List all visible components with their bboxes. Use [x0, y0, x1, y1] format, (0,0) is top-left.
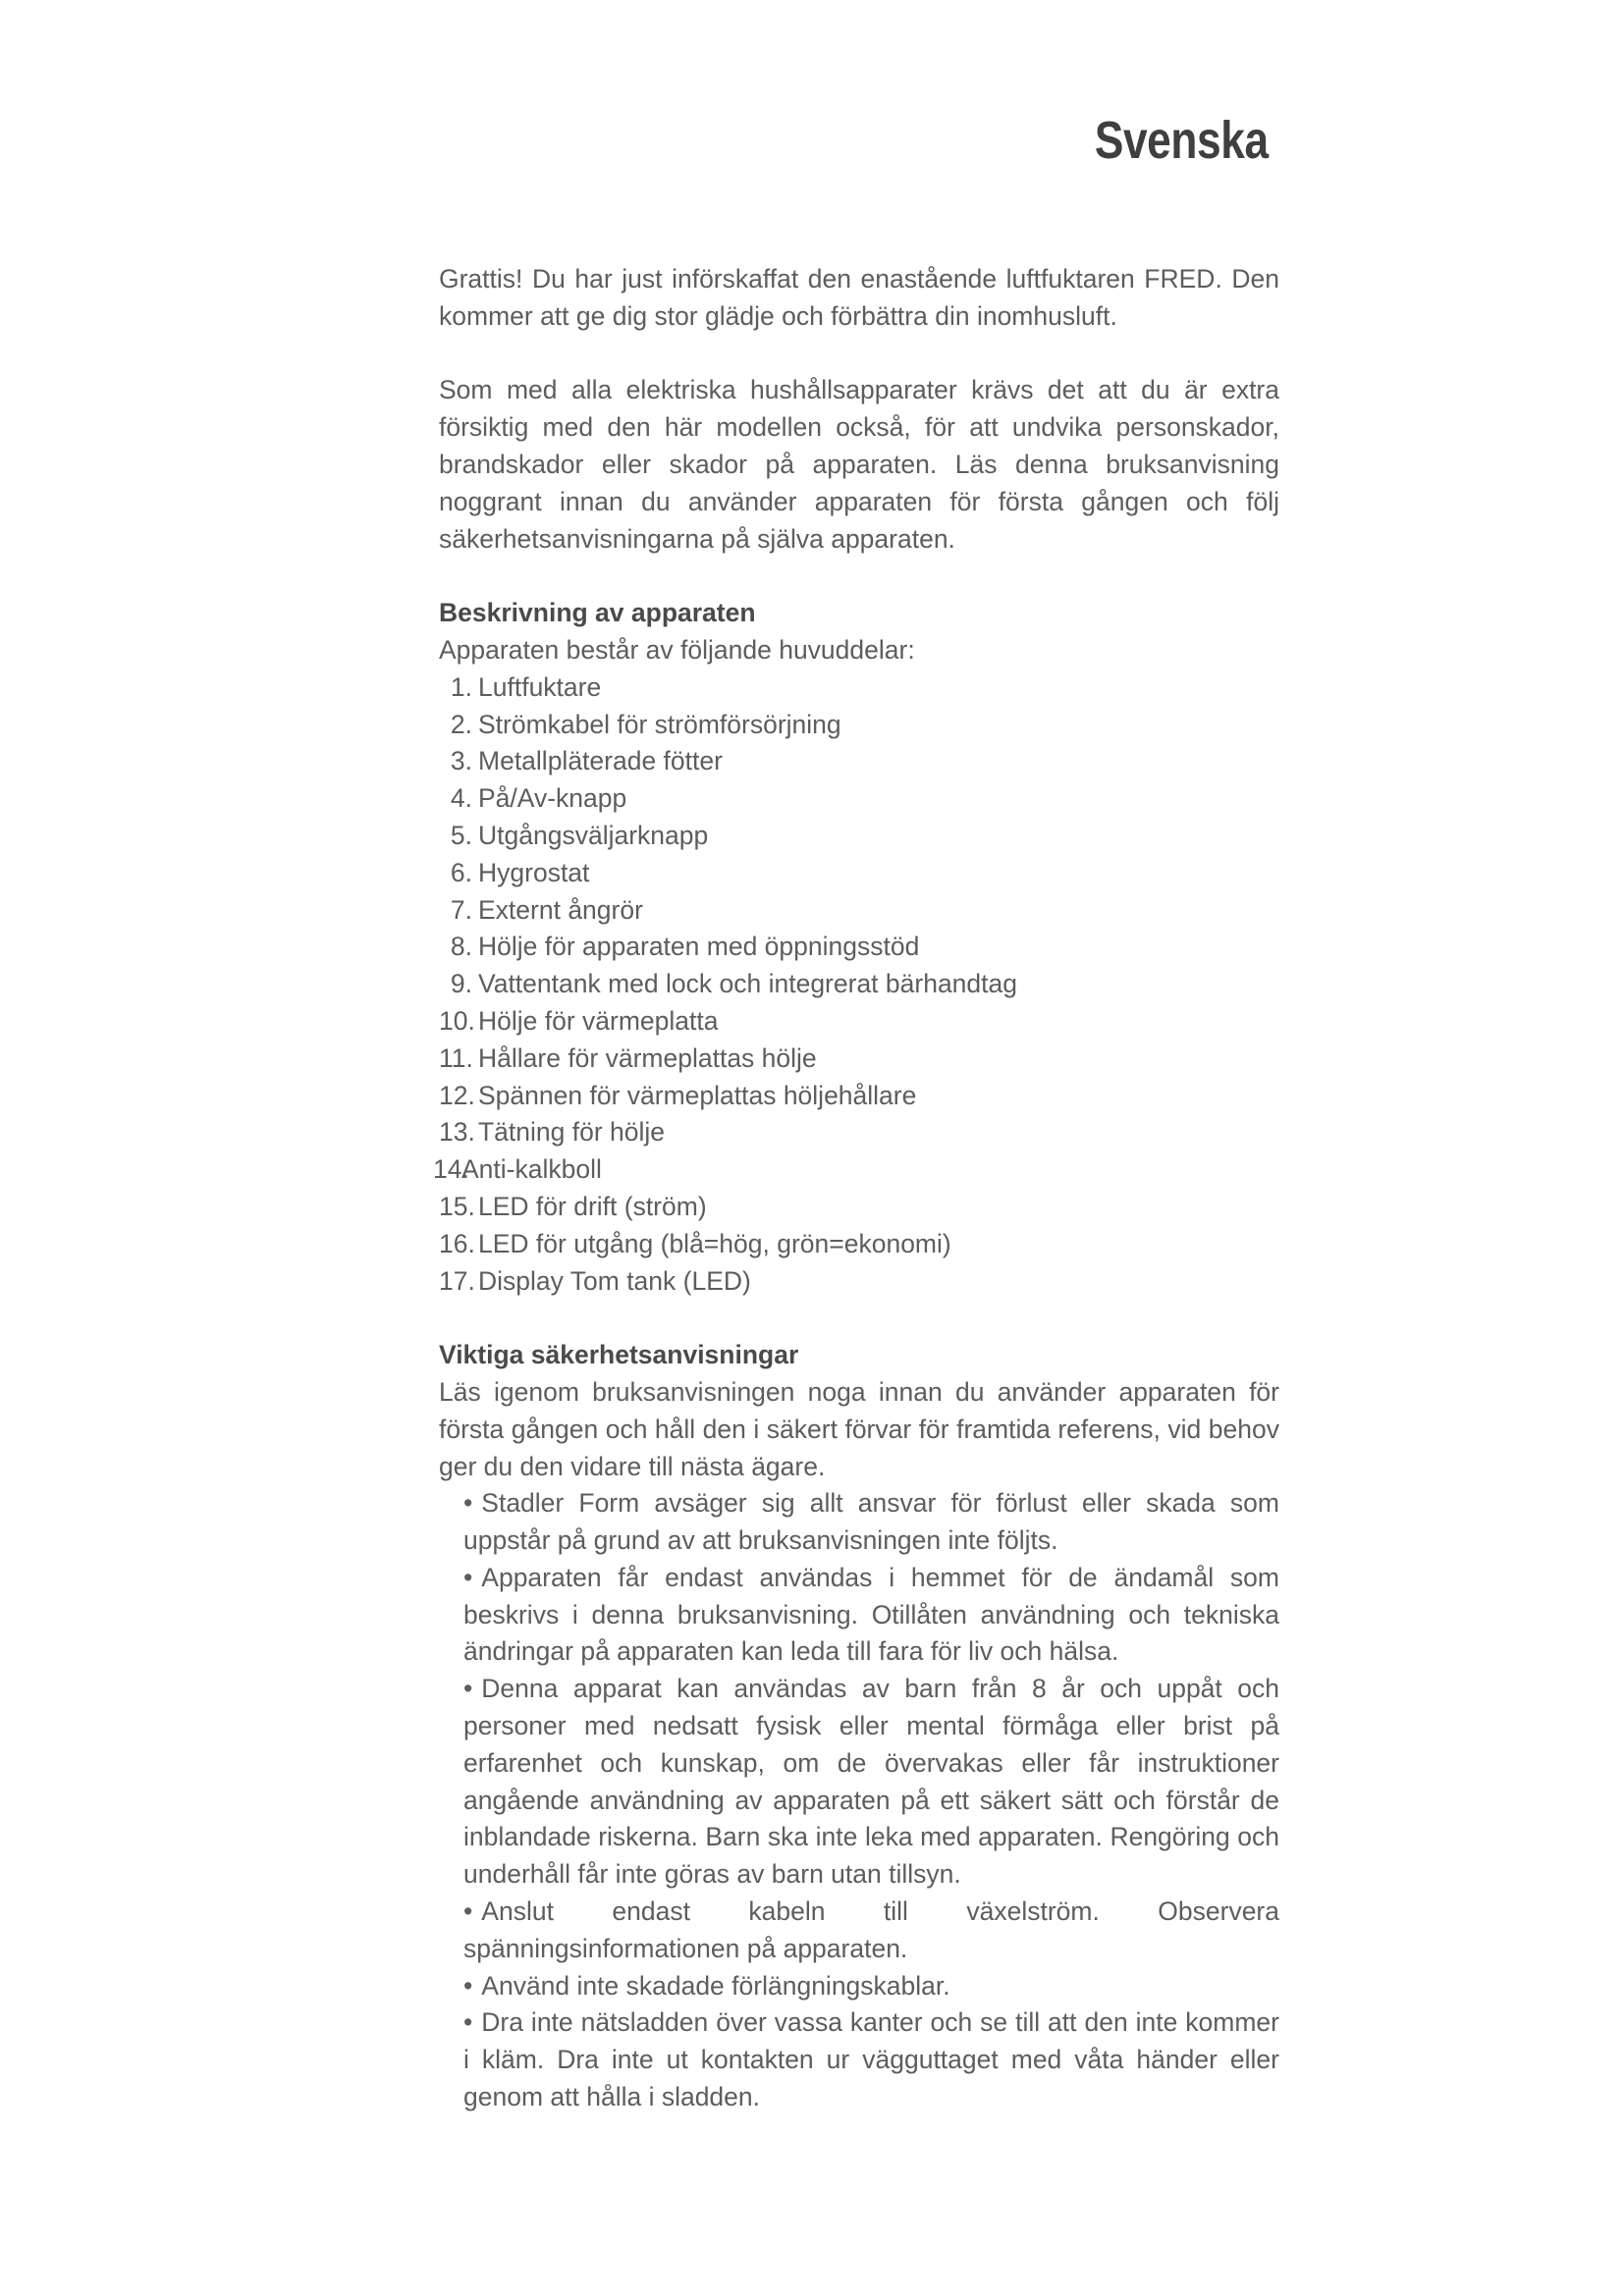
- list-item: [439, 1078, 1279, 1115]
- list-item-number: 16.: [439, 1228, 475, 1258]
- list-item-number: 8.: [450, 932, 472, 962]
- spacer: [439, 336, 1279, 373]
- list-item-number: 11.: [439, 1042, 473, 1073]
- list-item-number: 5.: [450, 820, 472, 850]
- list-item: [463, 1560, 1279, 1671]
- bullet-icon: •: [463, 1562, 473, 1592]
- description-lead: Apparaten består av följande huvuddelar:: [439, 634, 915, 665]
- list-item: [433, 1151, 1279, 1189]
- list-item-number: 3.: [450, 746, 472, 776]
- list-item: [439, 707, 1279, 744]
- document-body: [433, 261, 1279, 2116]
- list-item: [439, 855, 1279, 892]
- list-item-label: Externt ångrör: [478, 894, 643, 925]
- list-item-label: Hölje för apparaten med öppningsstöd: [478, 932, 920, 962]
- list-item: [439, 1263, 1279, 1301]
- list-item-label: Hållare för värmeplattas hölje: [478, 1042, 817, 1073]
- list-item-number: 17.: [439, 1265, 475, 1296]
- list-item-number: 14.: [433, 1154, 469, 1185]
- spacer: [439, 1300, 1279, 1337]
- list-item: [439, 1114, 1279, 1151]
- list-item: [439, 929, 1279, 966]
- list-item-label: LED för utgång (blå=hög, grön=ekonomi): [478, 1228, 951, 1258]
- list-item-number: 15.: [439, 1191, 475, 1221]
- list-item-number: 6.: [450, 857, 472, 887]
- intro-paragraph: Grattis! Du har just införskaffat den enastående luftfuktaren FRED. Den kommer att ge dig stor glädje och förbättra din inomhusluft.: [439, 264, 1279, 331]
- list-item: [439, 1041, 1279, 1078]
- bullet-text: Anslut endast kabeln till växelström. Observera spänningsinformationen på apparaten.: [463, 1896, 1279, 1963]
- bullet-icon: •: [463, 1896, 473, 1927]
- list-item-label: LED för drift (ström): [478, 1191, 707, 1221]
- bullet-icon: •: [463, 2007, 473, 2038]
- bullet-icon: •: [463, 1488, 473, 1519]
- list-item-label: Strömkabel för strömförsörjning: [478, 709, 841, 739]
- list-item: [463, 1671, 1279, 1894]
- list-item-label: Tätning för hölje: [478, 1117, 666, 1148]
- list-item-number: 9.: [450, 969, 472, 999]
- list-item: [463, 1485, 1279, 1560]
- list-item: [463, 1894, 1279, 1968]
- spacer: [439, 558, 1279, 595]
- bullet-text: Använd inte skadade förlängningskablar.: [481, 1970, 950, 2001]
- list-item: [439, 1189, 1279, 1226]
- section-heading-description: Beskrivning av apparaten: [439, 598, 756, 628]
- list-item-label: Anti-kalkboll: [461, 1154, 602, 1185]
- list-item-label: Metallpläterade fötter: [478, 746, 723, 776]
- page-title: Svenska: [1095, 111, 1269, 170]
- list-item: [439, 1226, 1279, 1263]
- bullet-text: Denna apparat kan användas av barn från 8 år och uppåt och personer med nedsatt fysisk eller mental förmåga eller brist på erfarenhet och kunskap, om de övervakas eller får instruktioner angående användning av apparaten på ett säkert sätt och förstår de inblandade riskerna. Barn ska inte leka med apparaten. Rengöring och underhåll får inte göras av barn utan tillsyn.: [463, 1674, 1279, 1890]
- list-item: [439, 966, 1279, 1003]
- parts-list: [433, 669, 1279, 1301]
- list-item: [439, 669, 1279, 707]
- list-item-label: Luftfuktare: [478, 671, 602, 702]
- list-item: [439, 780, 1279, 818]
- bullet-text: Dra inte nätsladden över vassa kanter och se till att den inte kommer i kläm. Dra inte ut kontakten ur vägguttaget med våta händer eller genom att hålla i sladden.: [463, 2007, 1279, 2112]
- bullet-icon: •: [463, 1674, 473, 1704]
- list-item-label: Utgångsväljarknapp: [478, 820, 709, 850]
- list-item-label: På/Av-knapp: [478, 783, 627, 814]
- intro-paragraph: Som med alla elektriska hushållsapparater krävs det att du är extra försiktig med den här modellen också, för att undvika personskador, brandskador eller skador på apparaten. Läs denna bruksanvisning noggrant innan du använder apparaten för första gången och följ säkerhetsanvisningarna på själva apparaten.: [439, 375, 1279, 554]
- section-heading-safety: Viktiga säkerhetsanvisningar: [439, 1340, 799, 1370]
- list-item-number: 13.: [439, 1117, 475, 1148]
- list-item: [439, 892, 1279, 930]
- list-item: [463, 2004, 1279, 2115]
- list-item-label: Display Tom tank (LED): [478, 1265, 751, 1296]
- list-item-number: 10.: [439, 1005, 475, 1036]
- list-item-label: Spännen för värmeplattas höljehållare: [478, 1080, 917, 1110]
- bullet-text: Apparaten får endast användas i hemmet för de ändamål som beskrivs i denna bruksanvisning. Otillåten användning och tekniska ändringar på apparaten kan leda till fara för liv och hälsa.: [463, 1562, 1279, 1667]
- list-item-number: 2.: [450, 709, 472, 739]
- list-item-number: 4.: [450, 783, 472, 814]
- list-item: [439, 1003, 1279, 1041]
- list-item-number: 7.: [450, 894, 472, 925]
- safety-lead: Läs igenom bruksanvisningen noga innan du använder apparaten för första gången och håll den i säkert förvar för framtida referens, vid behov ger du den vidare till nästa ägare.: [439, 1376, 1279, 1481]
- bullet-text: Stadler Form avsäger sig allt ansvar för förlust eller skada som uppstår på grund av att bruksanvisningen inte följts.: [463, 1488, 1279, 1556]
- list-item-label: Vattentank med lock och integrerat bärhandtag: [478, 969, 1017, 999]
- list-item-number: 12.: [439, 1080, 475, 1110]
- list-item: [463, 1968, 1279, 2005]
- list-item-label: Hölje för värmeplatta: [478, 1005, 719, 1036]
- list-item: [439, 818, 1279, 855]
- bullet-icon: •: [463, 1970, 473, 2001]
- list-item-label: Hygrostat: [478, 857, 590, 887]
- safety-bullet-list: [439, 1485, 1279, 2116]
- list-item-number: 1.: [450, 671, 472, 702]
- list-item: [439, 743, 1279, 780]
